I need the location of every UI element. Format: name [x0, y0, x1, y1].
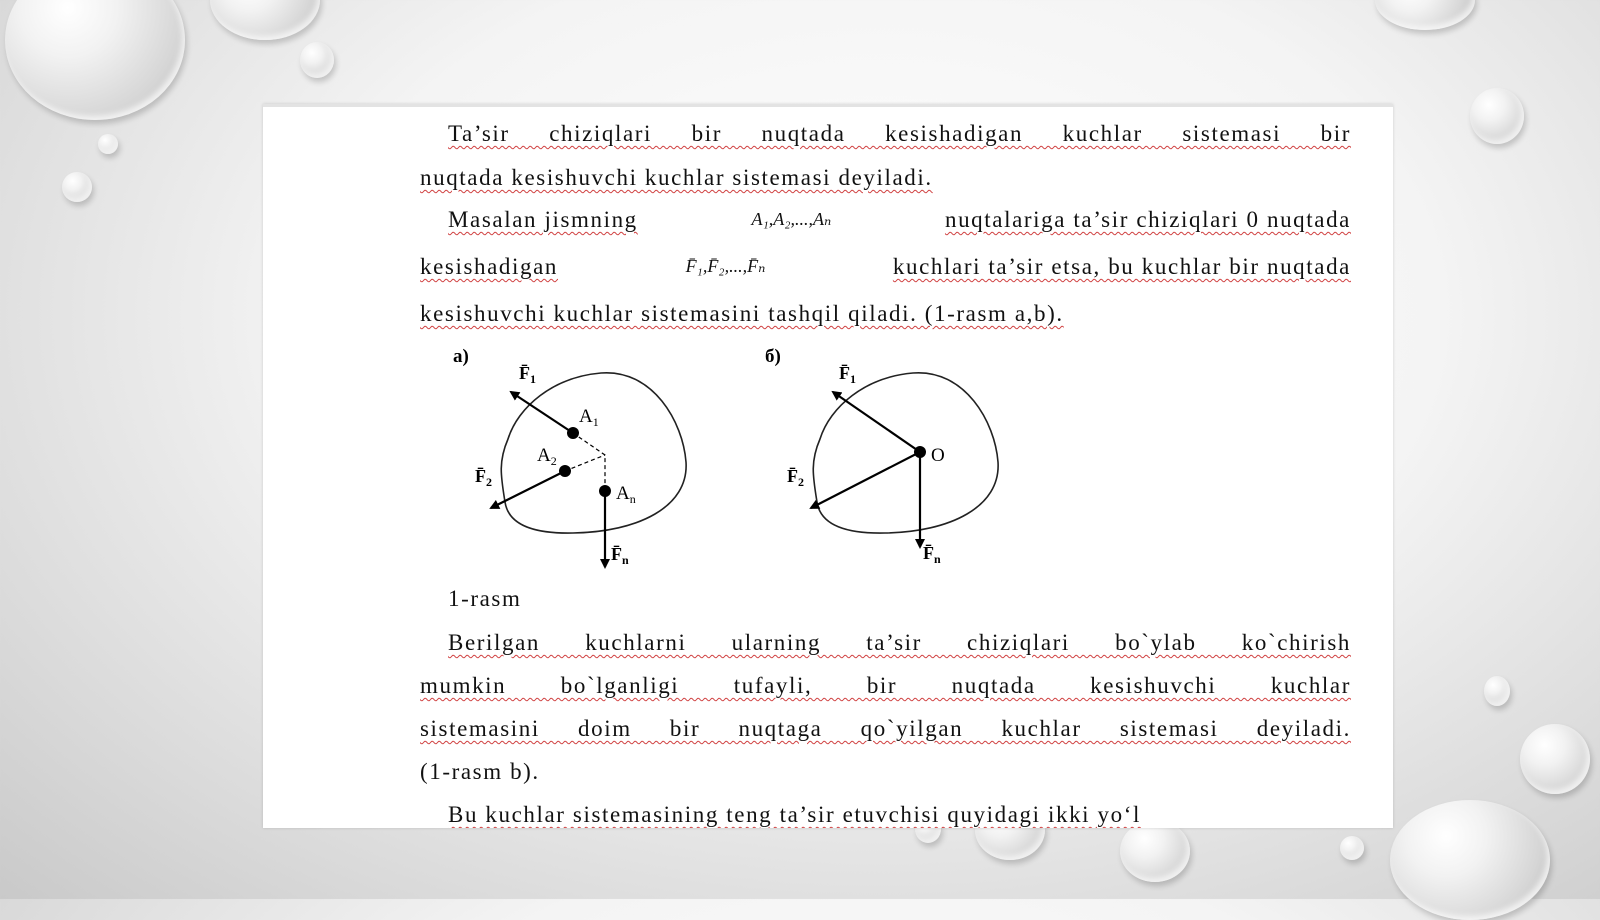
label-f2-a: $F̄_2$ [475, 466, 492, 489]
label-f1-b: $F̄_1$ [839, 363, 856, 386]
label-f2-b: $F̄_2$ [787, 466, 804, 489]
points-formula: A₁,A₂,...,Aₙ [751, 209, 832, 229]
point-a1 [567, 427, 579, 439]
force-f1-arrow [511, 392, 573, 433]
paragraph-4-line-1: Bu kuchlar sistemasining teng ta’sir etuvchisi quyidagi ikki yo‘l [448, 802, 1141, 827]
figure-caption [420, 579, 1379, 619]
water-drop [300, 42, 334, 78]
water-drop [1390, 800, 1550, 920]
water-drop [62, 172, 92, 202]
paragraph-2-line-1-start: Masalan jismning [448, 207, 638, 232]
panel-a-label: а) [453, 346, 469, 367]
paragraph-4 [420, 793, 1351, 828]
point-o [914, 446, 926, 458]
paragraph-3 [420, 621, 1351, 793]
label-a2: $A_2$ [537, 445, 557, 468]
water-drop [1520, 724, 1590, 794]
paragraph-1-line-2: nuqtada kesishuvchi kuchlar sistemasi deyiladi. [420, 165, 933, 190]
paragraph-3-line-2: mumkin bo`lganligi tufayli, bir nuqtada kesishuvchi kuchlar [420, 673, 1351, 698]
paragraph-1 [420, 112, 1351, 200]
paragraph-2 [420, 196, 1351, 337]
panel-b-label: б) [765, 346, 781, 367]
dashed-lines-a [565, 433, 605, 491]
water-drop [5, 0, 185, 120]
water-drop [1375, 0, 1475, 30]
force-f1-arrow-b [833, 392, 920, 452]
water-drop [1484, 676, 1510, 706]
paragraph-3-line-3: sistemasini doim bir nuqtaga qo`yilgan kuchlar sistemasi deyiladi. [420, 716, 1351, 741]
water-drop [210, 0, 320, 40]
water-drop [1120, 820, 1190, 882]
paragraph-2-line-2-start: kesishadigan [420, 254, 559, 279]
body-outline-a [501, 373, 686, 533]
paragraph-1-line-1: Ta’sir chiziqlari bir nuqtada kesishadigan kuchlar sistemasi bir [448, 121, 1351, 146]
label-f1-a: $F̄_1$ [519, 363, 536, 386]
figure-1 [453, 337, 1033, 577]
label-an: $A_n$ [616, 483, 636, 506]
force-f2-arrow-b [811, 452, 920, 508]
figure-caption-text: 1-rasm [448, 586, 522, 611]
water-drop [1340, 836, 1364, 860]
point-an [599, 485, 611, 497]
paragraph-3-line-1: Berilgan kuchlarni ularning ta’sir chiziqlari bo`ylab ko`chirish [448, 630, 1351, 655]
document-page [263, 104, 1393, 828]
forces-formula: F̄₁,F̄₂,...,F̄ₙ [685, 256, 766, 276]
label-a1: $A_1$ [579, 406, 599, 429]
label-fn-b: $F̄_n$ [923, 543, 941, 566]
paragraph-2-line-2-end: kuchlari ta’sir etsa, bu kuchlar bir nuqtada [892, 254, 1351, 279]
paragraph-3-line-4: (1-rasm b). [420, 759, 540, 784]
label-o: O [931, 445, 945, 466]
label-fn-a: $F̄_n$ [611, 544, 629, 567]
paragraph-2-line-3: kesishuvchi kuchlar sistemasini tashqil qiladi. (1-rasm a,b). [420, 301, 1064, 326]
water-drop [98, 134, 118, 154]
water-drop [1470, 88, 1524, 144]
paragraph-2-line-1-end: nuqtalariga ta’sir chiziqlari 0 nuqtada [944, 207, 1351, 232]
point-a2 [559, 465, 571, 477]
